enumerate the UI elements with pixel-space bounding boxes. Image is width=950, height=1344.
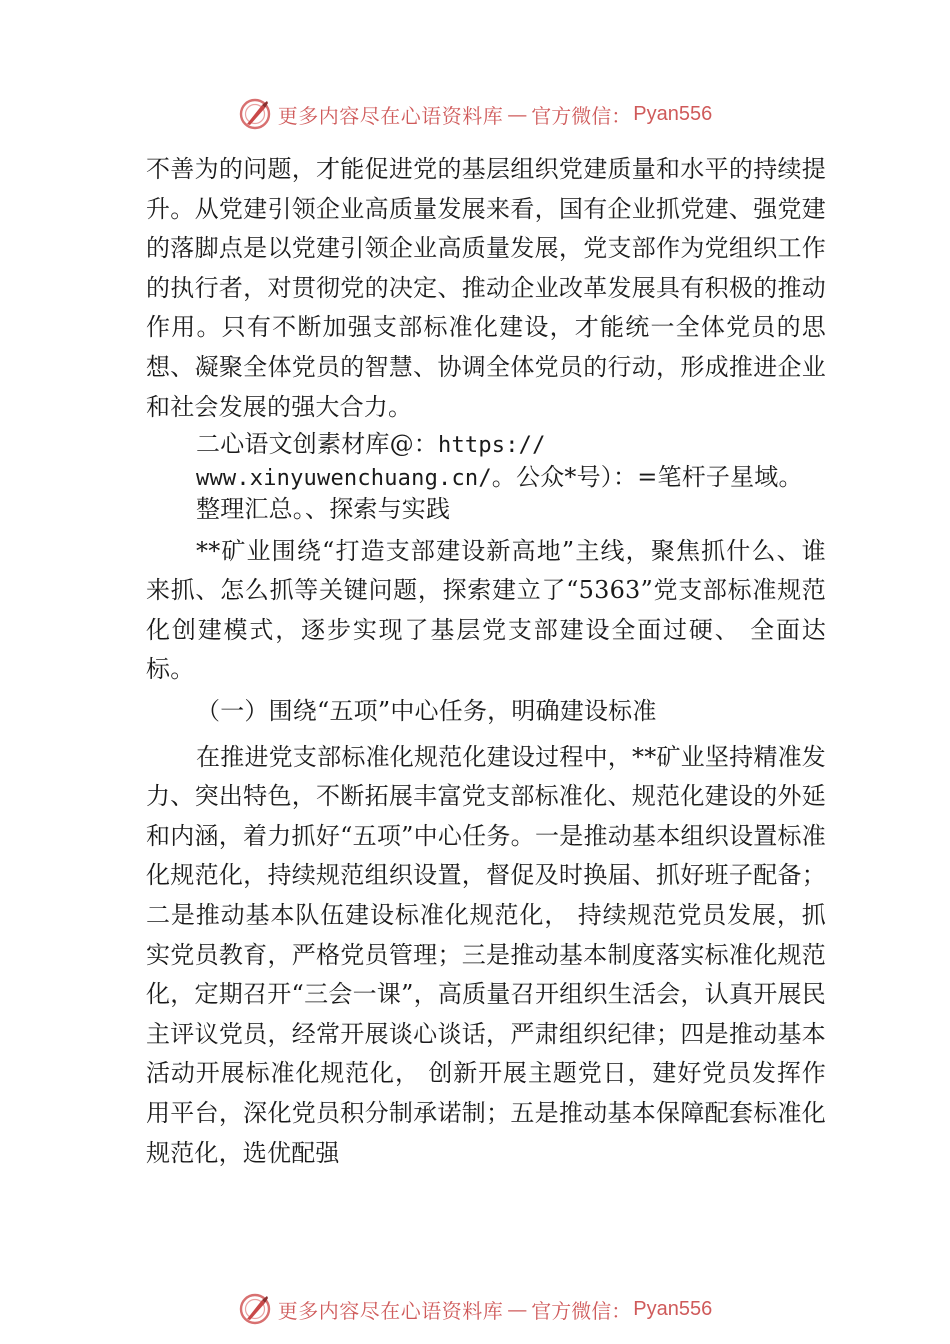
source-note-c: www.xinyuwenchuang.cn/: [196, 465, 492, 491]
footer-banner-wechat-id: Pyan556: [633, 1297, 713, 1320]
banner-separator: —: [507, 102, 528, 126]
document-body: [146, 150, 826, 1173]
banner-text: 更多内容尽在心语资料库: [277, 103, 504, 128]
paragraph-3: 在推进党支部标准化规范化建设过程中，**矿业坚持精准发力、突出特色，不断拓展丰富党支部标准化、规范化建设的外延和内涵，着力抓好“五项”中心任务。一是推动基本组织设置标准化规范化，持续规范组织设置，督促及时换届、抓好班子配备；二是推动基本队伍建设标准化规范化， 持续规范党员发展，抓实党员教育，严格党员管理；三是推动基本制度落实标准化规范化，定期召开“三会一课”，高质量召开组织生活会，认真开展民主评议党员，经常开展谈心谈话，严肃组织纪律；四是推动基本活动开展标准化规范化， 创新开展主题党日，建好党员发挥作用平台，深化党员积分制承诺制；五是推动基本保障配套标准化规范化，选优配强: [146, 742, 826, 1167]
banner-wechat-label: 官方微信：: [531, 103, 632, 128]
footer-banner-wechat-label: 官方微信：: [531, 1298, 632, 1323]
paragraph-2: **矿业围绕“打造支部建设新高地”主线，聚焦抓什么、谁来抓、怎么抓等关键问题，探索建立了“5363”党支部标准规范化创建模式，逐步实现了基层党支部建设全面过硬、 全面达标。: [146, 536, 826, 684]
source-note: [146, 429, 826, 526]
section-heading: （一）围绕“五项”中心任务，明确建设标准: [196, 697, 657, 726]
footer-banner-text: 更多内容尽在心语资料库: [277, 1298, 504, 1323]
footer-banner: [0, 1289, 950, 1329]
source-note-a: 二心语文创素材库@：: [196, 430, 438, 459]
footer-banner-separator: —: [507, 1297, 528, 1321]
source-note-b: https://: [438, 433, 546, 459]
header-banner: [0, 94, 950, 134]
source-note-d: 。公众*号）：=笔杆子星域。整理汇总。、探索与实践: [196, 462, 803, 524]
quill-seal-icon: [238, 97, 272, 131]
banner-wechat-id: Pyan556: [633, 102, 713, 125]
paragraph-1: 不善为的问题，才能促进党的基层组织党建质量和水平的持续提升。从党建引领企业高质量发展来看，国有企业抓党建、强党建的落脚点是以党建引领企业高质量发展，党支部作为党组织工作的执行者，对贯彻党的决定、推动企业改革发展具有积极的推动作用。只有不断加强支部标准化建设，才能统一全体党员的思想、凝聚全体党员的智慧、协调全体党员的行动，形成推进企业和社会发展的强大合力。: [146, 155, 826, 421]
quill-seal-icon: [238, 1292, 272, 1326]
